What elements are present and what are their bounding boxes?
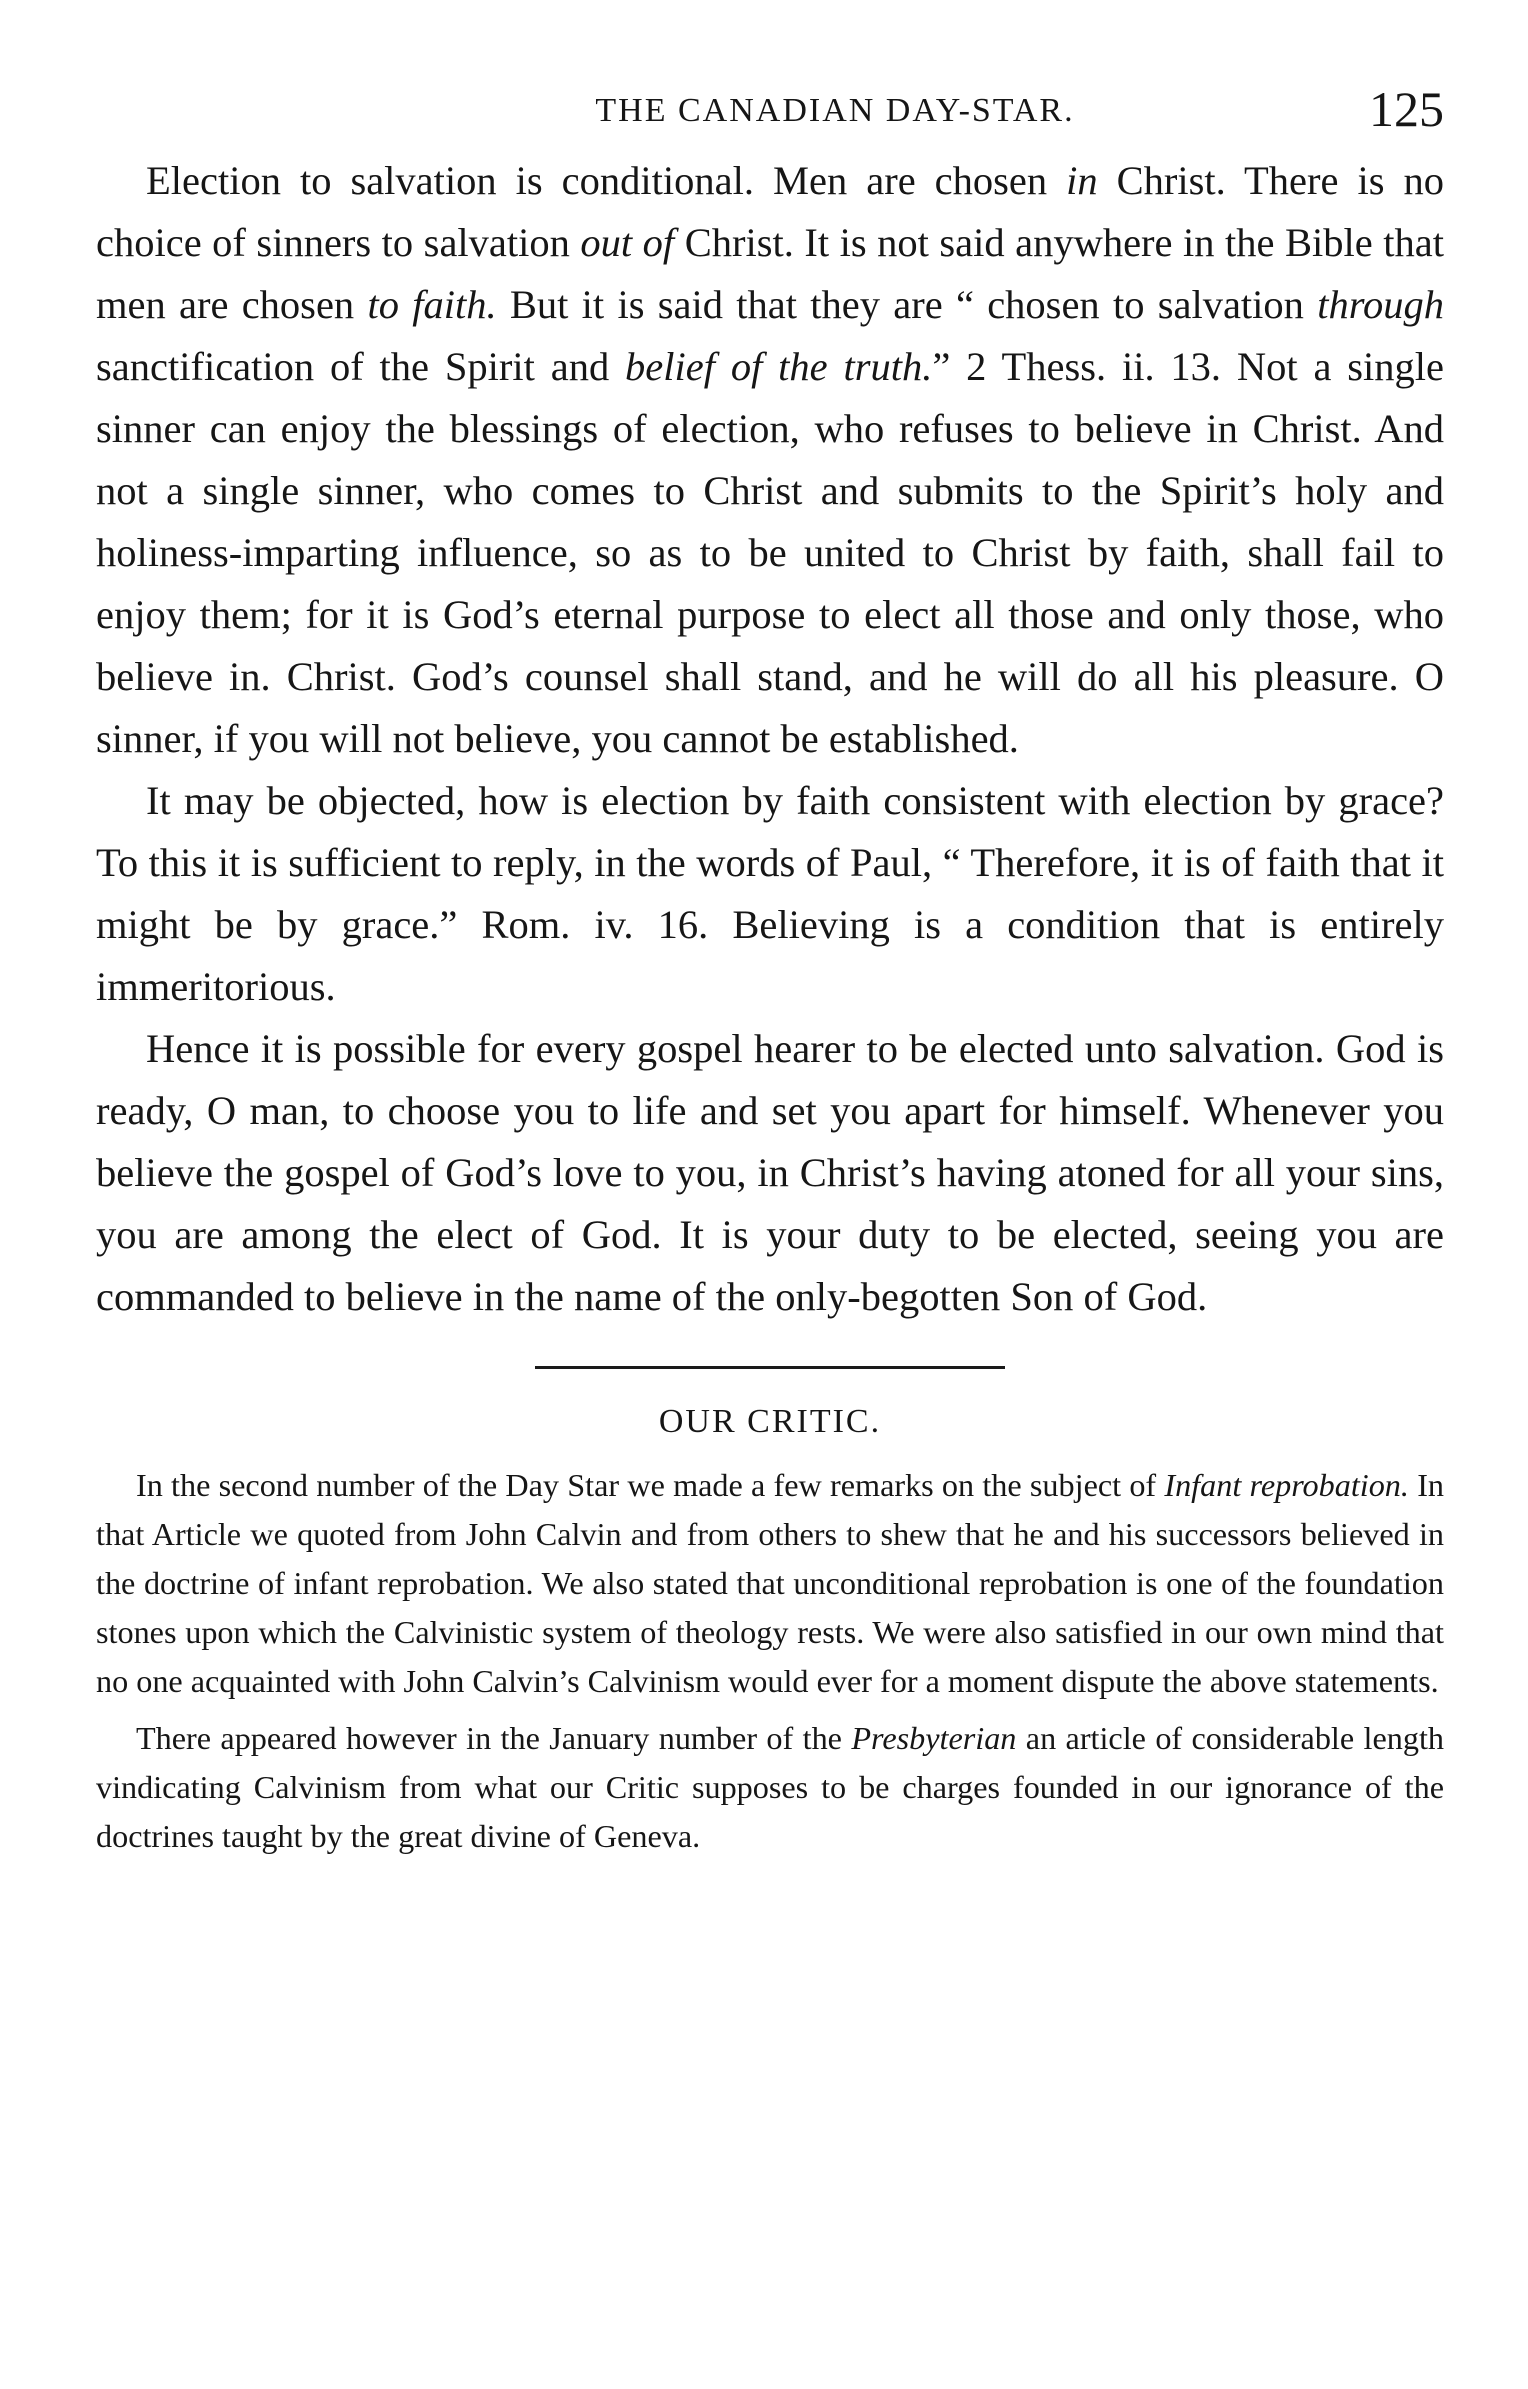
article-paragraph	[96, 770, 1444, 1018]
text-run: Hence it is possible for every gospel hearer to be elected unto salvation. God is ready, O man, to choose you to life and set you apart for himself. Whenever you believe the gospel of God’s love to you, in Christ’s having atoned for all your sins, you are among the elect of God. It is your duty to be elected, seeing you are commanded to believe in the name of the only-begotten Son of God.	[96, 1026, 1444, 1319]
election-article	[96, 150, 1444, 1328]
text-run: an article of considerable length vindicating Calvinism from what our Critic supposes to be charges founded in our ignorance of the doctrines taught by the great divine of Geneva.	[96, 1720, 1444, 1854]
text-run: But it is said that they are “ chosen to salvation	[496, 282, 1318, 327]
article-paragraph	[96, 150, 1444, 770]
section-divider	[535, 1366, 1005, 1369]
italic-run: through	[1317, 282, 1444, 327]
italic-run: to faith.	[367, 282, 497, 327]
italic-run: Presbyterian	[851, 1720, 1017, 1756]
article-paragraph	[96, 1018, 1444, 1328]
critic-section	[96, 1461, 1444, 1861]
italic-run: in	[1066, 158, 1098, 203]
page-number: 125	[1369, 81, 1444, 137]
text-run: Election to salvation is conditional. Men are chosen	[146, 158, 1067, 203]
text-run: There appeared however in the January number of the	[136, 1720, 852, 1756]
text-run: In the second number of the Day Star we made a few remarks on the subject of	[136, 1467, 1165, 1503]
text-run: sanctification of the Spirit and	[96, 344, 626, 389]
text-run: In that Article we quoted from John Calvin and from others to shew that he and his successors believed in the doctrine of infant reprobation. We also stated that unconditional reprobation is one of the foundation stones upon which the Calvinistic system of theology rests. We were also satisfied in our own mind that no one acquainted with John Calvin’s Calvinism would ever for a moment dispute the above statements.	[96, 1467, 1444, 1699]
italic-run: Infant reprobation.	[1164, 1467, 1409, 1503]
section-heading: OUR CRITIC.	[658, 1403, 882, 1440]
text-run: Christ. There is no choice of sinners to salvation	[96, 158, 1444, 265]
running-head	[96, 0, 1444, 150]
book-page	[96, 0, 1444, 1861]
italic-run: belief of the truth.	[625, 344, 933, 389]
running-title: THE CANADIAN DAY-STAR.	[595, 92, 1075, 129]
italic-run: out of	[580, 220, 675, 265]
text-run: It may be objected, how is election by faith consistent with election by grace? To this it is sufficient to reply, in the words of Paul, “ Therefore, it is of faith that it might be by grace.” Rom. iv. 16. Believing is a condition that is entirely immeritorious.	[96, 778, 1444, 1009]
text-run: ” 2 Thess. ii. 13. Not a single sinner can enjoy the blessings of election, who refuses to believe in Christ. And not a single sinner, who comes to Christ and submits to the Spirit’s holy and holiness-imparting influence, so as to be united to Christ by faith, shall fail to enjoy them; for it is God’s eternal purpose to elect all those and only those, who believe in. Christ. God’s counsel shall stand, and he will do all his pleasure. O sinner, if you will not believe, you cannot be established.	[96, 344, 1444, 761]
critic-paragraph	[96, 1461, 1444, 1706]
critic-paragraph	[96, 1714, 1444, 1861]
text-run: Christ. It is not said anywhere in the Bible that men are chosen	[96, 220, 1445, 327]
